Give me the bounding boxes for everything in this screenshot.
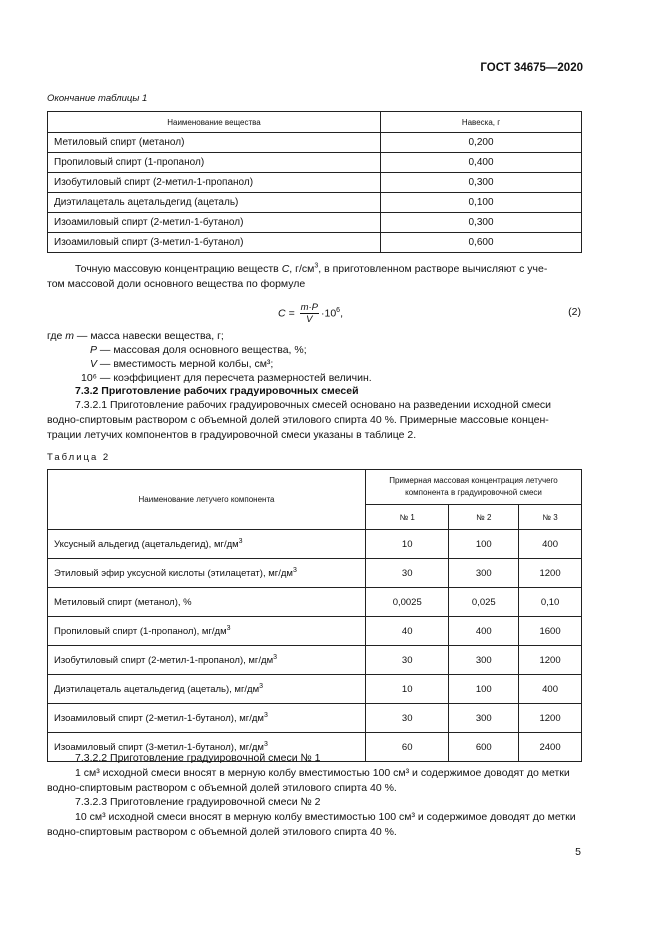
table2-cell-value: 100: [449, 530, 519, 559]
subsection-heading-1: 7.3.2.2 Приготовление градуировочной смеси № 1: [75, 752, 321, 764]
formula-body: C = $\frac{m\cdot P}{V}$ $\cdot 10^6$,: [278, 302, 343, 325]
table1-cell-name: Метиловый спирт (метанол): [48, 133, 381, 153]
table1-header-name: Наименование вещества: [48, 112, 381, 133]
definition-item: где m — масса навески вещества, г;: [47, 330, 224, 342]
table2-cell-value: 400: [519, 530, 582, 559]
table1-cell-value: 0,100: [381, 193, 582, 213]
table-row: [48, 617, 582, 646]
table1-cell-value: 0,300: [381, 173, 582, 193]
table1-cell-name: Изоамиловый спирт (2-метил-1-бутанол): [48, 213, 381, 233]
table2-cell-value: 1600: [519, 617, 582, 646]
table1-cell-value: 0,300: [381, 213, 582, 233]
paragraph-concentration-line2: том массовой доли основного вещества по формуле: [47, 278, 306, 290]
formula-number: (2): [568, 306, 581, 318]
table2-caption: Таблица 2: [47, 452, 111, 463]
table2-cell-value: 1200: [519, 704, 582, 733]
table2-cell-value: 60: [366, 733, 449, 762]
table-1: [47, 111, 582, 253]
formula-definitions: [47, 329, 372, 385]
document-code: ГОСТ 34675—2020: [480, 62, 583, 74]
formula-fraction: $\frac{m\cdot P}{V}$: [300, 302, 318, 325]
table-row: [48, 675, 582, 704]
table2-cell-value: 300: [449, 559, 519, 588]
table1-cell-value: 0,600: [381, 233, 582, 253]
table2-subheader: № 1: [366, 505, 449, 530]
table2-subheader: № 3: [519, 505, 582, 530]
table-row: [48, 530, 582, 559]
table2-cell-name: Этиловый эфир уксусной кислоты (этилацетат), $мг/дм^3$: [48, 559, 366, 588]
subsection-heading-2: 7.3.2.3 Приготовление градуировочной смеси № 2: [75, 796, 321, 808]
table-row: [48, 233, 582, 253]
table-2: [47, 469, 582, 762]
table2-cell-name: Уксусный альдегид (ацетальдегид), $мг/дм^3$: [48, 530, 366, 559]
table2-cell-value: 300: [449, 646, 519, 675]
table2-cell-value: 0,10: [519, 588, 582, 617]
table-row: [48, 559, 582, 588]
table2-cell-name: Изобутиловый спирт (2-метил-1-пропанол), $мг/дм^3$: [48, 646, 366, 675]
table2-cell-name: Изоамиловый спирт (2-метил-1-бутанол), $мг/дм^3$: [48, 704, 366, 733]
table2-cell-name: Диэтилацеталь ацетальдегид (ацеталь), $мг/дм^3$: [48, 675, 366, 704]
table2-cell-value: 300: [449, 704, 519, 733]
subsection-text-1: 1 см³ исходной смеси вносят в мерную колбу вместимостью 100 см³ и содержимое доводят до метки водно-спиртовым раствором с объемной долей этилового спирта 40 %.: [47, 767, 570, 794]
table2-cell-value: 30: [366, 646, 449, 675]
definition-item: V — вместимость мерной колбы, см³;: [89, 358, 274, 370]
table1-caption: Окончание таблицы 1: [47, 93, 148, 104]
paragraph-concentration: Точную массовую концентрацию веществ C, $г/см^3$, в приготовленном растворе вычисляют с уче-: [75, 262, 548, 275]
subsection-text-2: 10 см³ исходной смеси вносят в мерную колбу вместимостью 100 см³ и содержимое доводят до метки водно-спиртовым раствором с объемной долей этилового спирта 40 %.: [47, 811, 576, 838]
table-row: [48, 213, 582, 233]
table2-cell-value: 40: [366, 617, 449, 646]
formula-2: [0, 300, 661, 326]
definition-item: P — массовая доля основного вещества, %;: [89, 344, 307, 356]
table2-cell-value: 1200: [519, 646, 582, 675]
table2-subheader: № 2: [449, 505, 519, 530]
table-row: [48, 588, 582, 617]
section-paragraph: 7.3.2.1 Приготовление рабочих градуировочных смесей основано на разведении исходной смеси водно-спиртовым раствором с объемной долей этилового спирта 40 %. Примерные массовые концен- трации летучих компонентов в градуировочной смеси указаны в таблице 2.: [47, 399, 552, 441]
table1-header-mass: Навеска, г: [381, 112, 582, 133]
section-heading: 7.3.2 Приготовление рабочих градуировочных смесей: [75, 385, 359, 397]
table-row: [48, 646, 582, 675]
table1-cell-name: Диэтилацеталь ацетальдегид (ацеталь): [48, 193, 381, 213]
page-number: 5: [575, 846, 581, 858]
table2-cell-value: 10: [366, 675, 449, 704]
table2-cell-value: 400: [519, 675, 582, 704]
table2-cell-name: Пропиловый спирт (1-пропанол), $мг/дм^3$: [48, 617, 366, 646]
table2-cell-value: 600: [449, 733, 519, 762]
table-row: [48, 173, 582, 193]
table1-cell-name: Изобутиловый спирт (2-метил-1-пропанол): [48, 173, 381, 193]
table2-cell-name: Изоамиловый спирт (3-метил-1-бутанол), $мг/дм^3$: [48, 733, 366, 762]
table2-cell-value: 30: [366, 559, 449, 588]
table2-header-name: Наименование летучего компонента: [48, 470, 366, 530]
table-row: [48, 193, 582, 213]
table2-cell-value: 10: [366, 530, 449, 559]
table-row: [48, 153, 582, 173]
table2-header-group: Примерная массовая концентрация летучего компонента в градуировочной смеси: [366, 470, 582, 505]
table-row: [48, 133, 582, 153]
table2-cell-value: 0,0025: [366, 588, 449, 617]
table-row: [48, 704, 582, 733]
table2-cell-value: 400: [449, 617, 519, 646]
table1-cell-value: 0,200: [381, 133, 582, 153]
definition-item: 10⁶ — коэффициент для пересчета размерностей величин.: [80, 372, 372, 384]
table2-cell-name: Метиловый спирт (метанол), %: [48, 588, 366, 617]
table1-cell-value: 0,400: [381, 153, 582, 173]
table1-cell-name: Изоамиловый спирт (3-метил-1-бутанол): [48, 233, 381, 253]
table1-cell-name: Пропиловый спирт (1-пропанол): [48, 153, 381, 173]
table2-cell-value: 1200: [519, 559, 582, 588]
table2-cell-value: 2400: [519, 733, 582, 762]
table2-cell-value: 100: [449, 675, 519, 704]
table2-cell-value: 30: [366, 704, 449, 733]
table2-cell-value: 0,025: [449, 588, 519, 617]
